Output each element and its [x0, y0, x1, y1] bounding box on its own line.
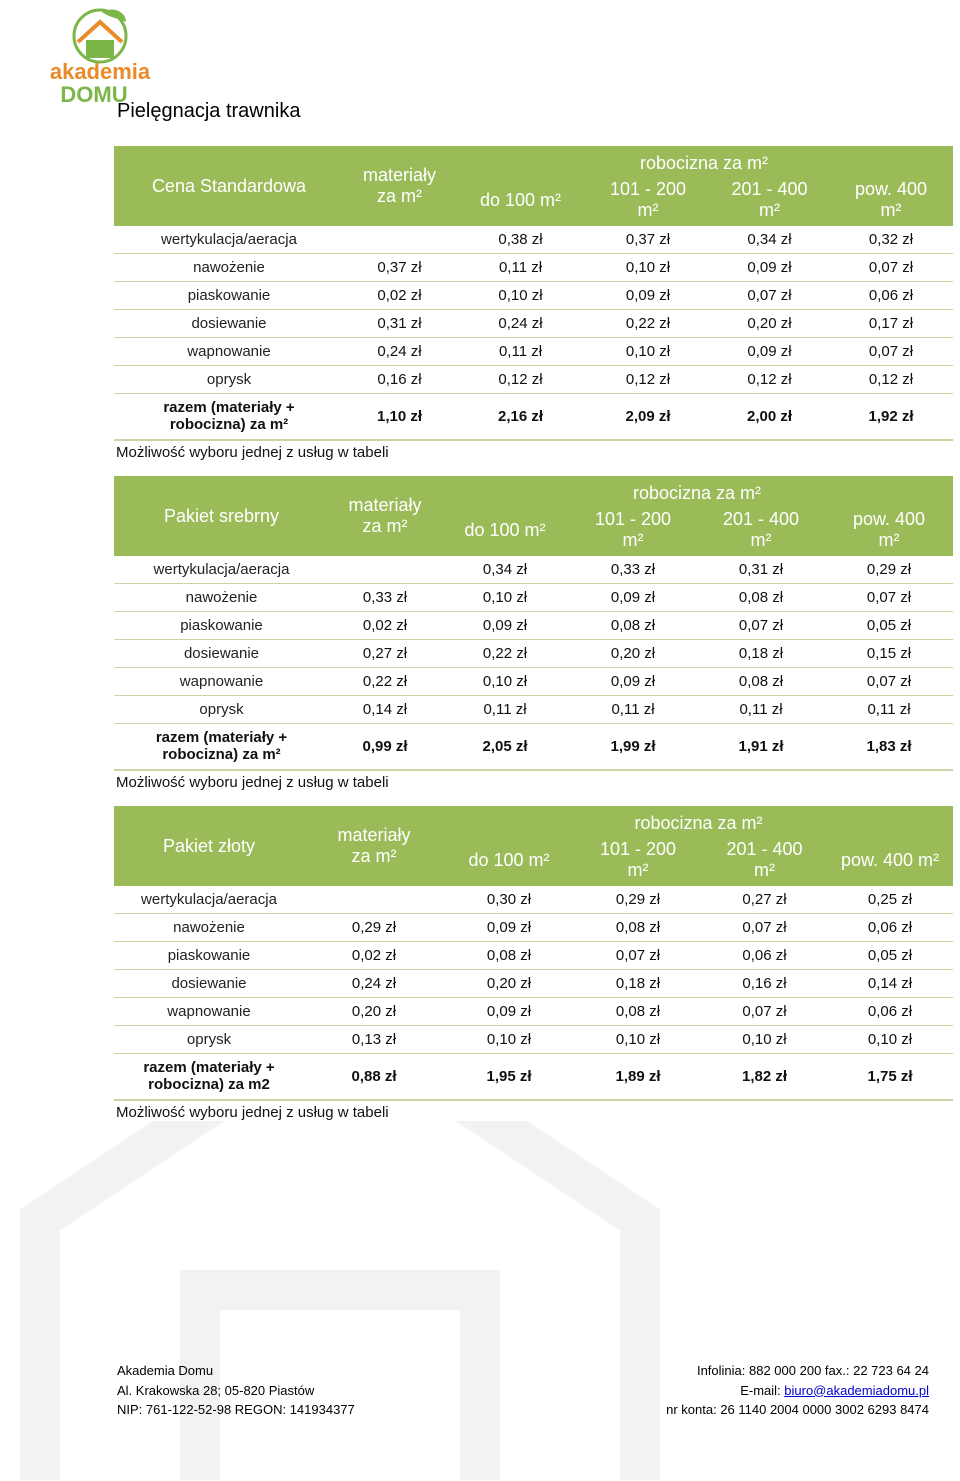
service-label: wertykulacja/aeracja — [114, 886, 304, 914]
service-label: piaskowanie — [114, 282, 344, 310]
service-label: dosiewanie — [114, 640, 329, 668]
price-cell: 0,13 zł — [304, 1026, 444, 1054]
table-row — [114, 640, 953, 668]
price-cell: 0,20 zł — [304, 998, 444, 1026]
price-cell: 0,33 zł — [569, 556, 697, 584]
col-header-do100: do 100 m² — [464, 519, 546, 540]
price-cell: 0,14 zł — [827, 970, 953, 998]
price-cell — [304, 886, 444, 914]
footer-contact-info — [666, 1361, 929, 1420]
price-cell: 0,10 zł — [827, 1026, 953, 1054]
price-cell: 0,12 zł — [710, 366, 829, 394]
service-label: wertykulacja/aeracja — [114, 556, 329, 584]
total-do100: 2,16 zł — [455, 394, 586, 440]
price-cell: 0,07 zł — [829, 254, 953, 282]
price-cell: 0,08 zł — [574, 914, 702, 942]
table-row — [114, 226, 953, 254]
service-label: wertykulacja/aeracja — [114, 226, 344, 254]
price-cell: 0,08 zł — [569, 612, 697, 640]
price-cell: 0,33 zł — [329, 584, 441, 612]
price-cell: 0,06 zł — [827, 998, 953, 1026]
price-cell: 0,02 zł — [304, 942, 444, 970]
price-cell: 0,34 zł — [441, 556, 569, 584]
price-cell: 0,09 zł — [710, 338, 829, 366]
price-cell: 0,07 zł — [825, 668, 953, 696]
price-cell: 0,02 zł — [329, 612, 441, 640]
price-cell: 0,09 zł — [441, 612, 569, 640]
price-cell: 0,09 zł — [710, 254, 829, 282]
table-row — [114, 310, 953, 338]
total-materials: 1,10 zł — [344, 394, 455, 440]
table-row — [114, 282, 953, 310]
price-cell: 0,24 zł — [344, 338, 455, 366]
service-label: nawożenie — [114, 914, 304, 942]
table-row — [114, 970, 953, 998]
price-cell: 0,24 zł — [455, 310, 586, 338]
page-title: Pielęgnacja trawnika — [117, 100, 301, 122]
pricing-table-silver — [114, 476, 953, 791]
materials-header: materiały za m² — [362, 165, 437, 206]
col-header-pow400: pow. 400 m² — [852, 509, 926, 550]
service-label: oprysk — [114, 366, 344, 394]
price-cell: 0,12 zł — [586, 366, 710, 394]
price-cell: 0,11 zł — [697, 696, 825, 724]
price-cell: 0,09 zł — [586, 282, 710, 310]
company-name: Akademia Domu — [117, 1363, 214, 1378]
email-link[interactable]: biuro@akademiadomu.pl — [784, 1382, 929, 1398]
total-101-200: 1,99 zł — [569, 724, 697, 770]
total-101-200: 2,09 zł — [586, 394, 710, 440]
price-cell: 0,10 zł — [702, 1026, 827, 1054]
price-cell: 0,18 zł — [574, 970, 702, 998]
selection-note: Możliwość wyboru jednej z usług w tabeli — [116, 773, 389, 791]
price-cell: 0,29 zł — [825, 556, 953, 584]
service-label: wapnowanie — [114, 338, 344, 366]
price-cell: 0,10 zł — [586, 338, 710, 366]
price-cell: 0,08 zł — [697, 668, 825, 696]
price-cell: 0,11 zł — [825, 696, 953, 724]
total-pow400: 1,83 zł — [825, 724, 953, 770]
total-row — [114, 724, 953, 770]
price-cell: 0,09 zł — [444, 998, 574, 1026]
price-cell: 0,18 zł — [697, 640, 825, 668]
total-materials: 0,99 zł — [329, 724, 441, 770]
price-cell: 0,07 zł — [825, 584, 953, 612]
total-row — [114, 1054, 953, 1100]
total-materials: 0,88 zł — [304, 1054, 444, 1100]
table-row — [114, 886, 953, 914]
price-cell: 0,12 zł — [829, 366, 953, 394]
price-cell: 0,29 zł — [574, 886, 702, 914]
table-row — [114, 668, 953, 696]
price-cell: 0,09 zł — [569, 668, 697, 696]
col-header-201-400: 201 - 400 m² — [722, 509, 800, 550]
table-row — [114, 556, 953, 584]
price-cell: 0,05 zł — [825, 612, 953, 640]
table-row — [114, 696, 953, 724]
labor-header: robocizna za m² — [634, 813, 763, 834]
service-label: nawożenie — [114, 584, 329, 612]
service-label: wapnowanie — [114, 668, 329, 696]
price-cell: 0,34 zł — [710, 226, 829, 254]
price-cell: 0,16 zł — [344, 366, 455, 394]
price-cell: 0,02 zł — [344, 282, 455, 310]
price-cell: 0,27 zł — [702, 886, 827, 914]
price-cell: 0,27 zł — [329, 640, 441, 668]
price-cell: 0,31 zł — [344, 310, 455, 338]
service-label: piaskowanie — [114, 942, 304, 970]
col-header-do100: do 100 m² — [468, 849, 550, 870]
price-cell: 0,15 zł — [825, 640, 953, 668]
total-201-400: 2,00 zł — [710, 394, 829, 440]
price-cell: 0,06 zł — [702, 942, 827, 970]
price-cell: 0,08 zł — [697, 584, 825, 612]
price-cell: 0,12 zł — [455, 366, 586, 394]
table-row — [114, 338, 953, 366]
price-cell: 0,16 zł — [702, 970, 827, 998]
company-address: Al. Krakowska 28; 05-820 Piastów — [117, 1382, 315, 1398]
footer-company-info — [117, 1361, 355, 1420]
price-cell: 0,22 zł — [441, 640, 569, 668]
bank-account: nr konta: 26 1140 2004 0000 3002 6293 8474 — [666, 1402, 929, 1417]
price-cell: 0,29 zł — [304, 914, 444, 942]
house-leaf-icon — [30, 6, 170, 106]
price-cell: 0,10 zł — [586, 254, 710, 282]
price-cell: 0,17 zł — [829, 310, 953, 338]
total-label: razem (materiały + robocizna) za m² — [114, 394, 344, 440]
col-header-pow400: pow. 400 m² — [840, 849, 940, 870]
price-cell: 0,07 zł — [710, 282, 829, 310]
price-cell: 0,10 zł — [444, 1026, 574, 1054]
table-row — [114, 584, 953, 612]
price-cell: 0,06 zł — [829, 282, 953, 310]
akademia-domu-logo — [30, 6, 170, 106]
col-header-101-200: 101 - 200 m² — [609, 179, 687, 220]
total-pow400: 1,75 zł — [827, 1054, 953, 1100]
price-cell: 0,11 zł — [441, 696, 569, 724]
price-cell: 0,22 zł — [329, 668, 441, 696]
price-cell: 0,37 zł — [586, 226, 710, 254]
col-header-101-200: 101 - 200 m² — [594, 509, 672, 550]
service-label: nawożenie — [114, 254, 344, 282]
table-row — [114, 914, 953, 942]
price-cell: 0,20 zł — [569, 640, 697, 668]
price-cell: 0,10 zł — [574, 1026, 702, 1054]
price-cell: 0,31 zł — [697, 556, 825, 584]
total-pow400: 1,92 zł — [829, 394, 953, 440]
service-label: wapnowanie — [114, 998, 304, 1026]
total-do100: 1,95 zł — [444, 1054, 574, 1100]
table-row — [114, 1026, 953, 1054]
col-header-do100: do 100 m² — [479, 189, 562, 210]
price-cell: 0,14 zł — [329, 696, 441, 724]
service-label: oprysk — [114, 696, 329, 724]
price-cell: 0,09 zł — [444, 914, 574, 942]
total-201-400: 1,91 zł — [697, 724, 825, 770]
total-do100: 2,05 zł — [441, 724, 569, 770]
svg-text:akademia: akademia — [49, 59, 151, 84]
email-line: E-mail: biuro@akademiadomu.pl — [740, 1382, 929, 1398]
price-cell: 0,08 zł — [574, 998, 702, 1026]
price-cell: 0,06 zł — [827, 914, 953, 942]
service-label: dosiewanie — [114, 310, 344, 338]
labor-header: robocizna za m² — [632, 483, 762, 504]
table-row — [114, 612, 953, 640]
price-cell: 0,10 zł — [441, 584, 569, 612]
pricing-table-standard — [114, 146, 953, 461]
phone-fax: Infolinia: 882 000 200 fax.: 22 723 64 24 — [696, 1363, 929, 1378]
price-cell: 0,07 zł — [702, 998, 827, 1026]
table-row — [114, 254, 953, 282]
selection-note: Możliwość wyboru jednej z usług w tabeli — [116, 443, 389, 461]
svg-text:DOMU: DOMU — [60, 82, 128, 106]
price-cell: 0,10 zł — [455, 282, 586, 310]
selection-note: Możliwość wyboru jednej z usług w tabeli — [116, 1103, 389, 1121]
col-header-201-400: 201 - 400 m² — [731, 179, 808, 220]
pricing-table-gold — [114, 806, 953, 1121]
col-header-201-400: 201 - 400 m² — [726, 839, 803, 880]
materials-header: materiały za m² — [337, 825, 411, 866]
price-cell: 0,10 zł — [441, 668, 569, 696]
price-cell: 0,07 zł — [829, 338, 953, 366]
col-header-pow400: pow. 400 m² — [854, 179, 928, 220]
service-label: piaskowanie — [114, 612, 329, 640]
price-cell: 0,38 zł — [455, 226, 586, 254]
total-101-200: 1,89 zł — [574, 1054, 702, 1100]
total-row — [114, 394, 953, 440]
price-cell: 0,07 zł — [702, 914, 827, 942]
price-cell: 0,11 zł — [569, 696, 697, 724]
price-cell: 0,07 zł — [697, 612, 825, 640]
col-header-101-200: 101 - 200 m² — [599, 839, 677, 880]
table-row — [114, 366, 953, 394]
price-cell: 0,22 zł — [586, 310, 710, 338]
package-name: Pakiet srebrny — [163, 505, 280, 526]
labor-header: robocizna za m² — [639, 153, 769, 174]
price-cell: 0,20 zł — [444, 970, 574, 998]
price-cell: 0,05 zł — [827, 942, 953, 970]
price-cell: 0,07 zł — [574, 942, 702, 970]
package-name: Cena Standardowa — [151, 175, 307, 196]
price-cell — [344, 226, 455, 254]
materials-header: materiały za m² — [348, 495, 422, 536]
company-ids: NIP: 761-122-52-98 REGON: 141934377 — [117, 1402, 355, 1417]
total-201-400: 1,82 zł — [702, 1054, 827, 1100]
table-row — [114, 942, 953, 970]
price-cell — [329, 556, 441, 584]
price-cell: 0,24 zł — [304, 970, 444, 998]
table-row — [114, 998, 953, 1026]
price-cell: 0,32 zł — [829, 226, 953, 254]
total-label: razem (materiały + robocizna) za m2 — [114, 1054, 304, 1100]
price-cell: 0,09 zł — [569, 584, 697, 612]
price-cell: 0,30 zł — [444, 886, 574, 914]
price-cell: 0,25 zł — [827, 886, 953, 914]
service-label: oprysk — [114, 1026, 304, 1054]
total-label: razem (materiały + robocizna) za m² — [114, 724, 329, 770]
package-name: Pakiet złoty — [162, 835, 256, 856]
service-label: dosiewanie — [114, 970, 304, 998]
price-cell: 0,11 zł — [455, 254, 586, 282]
price-cell: 0,11 zł — [455, 338, 586, 366]
price-cell: 0,08 zł — [444, 942, 574, 970]
price-cell: 0,37 zł — [344, 254, 455, 282]
price-cell: 0,20 zł — [710, 310, 829, 338]
